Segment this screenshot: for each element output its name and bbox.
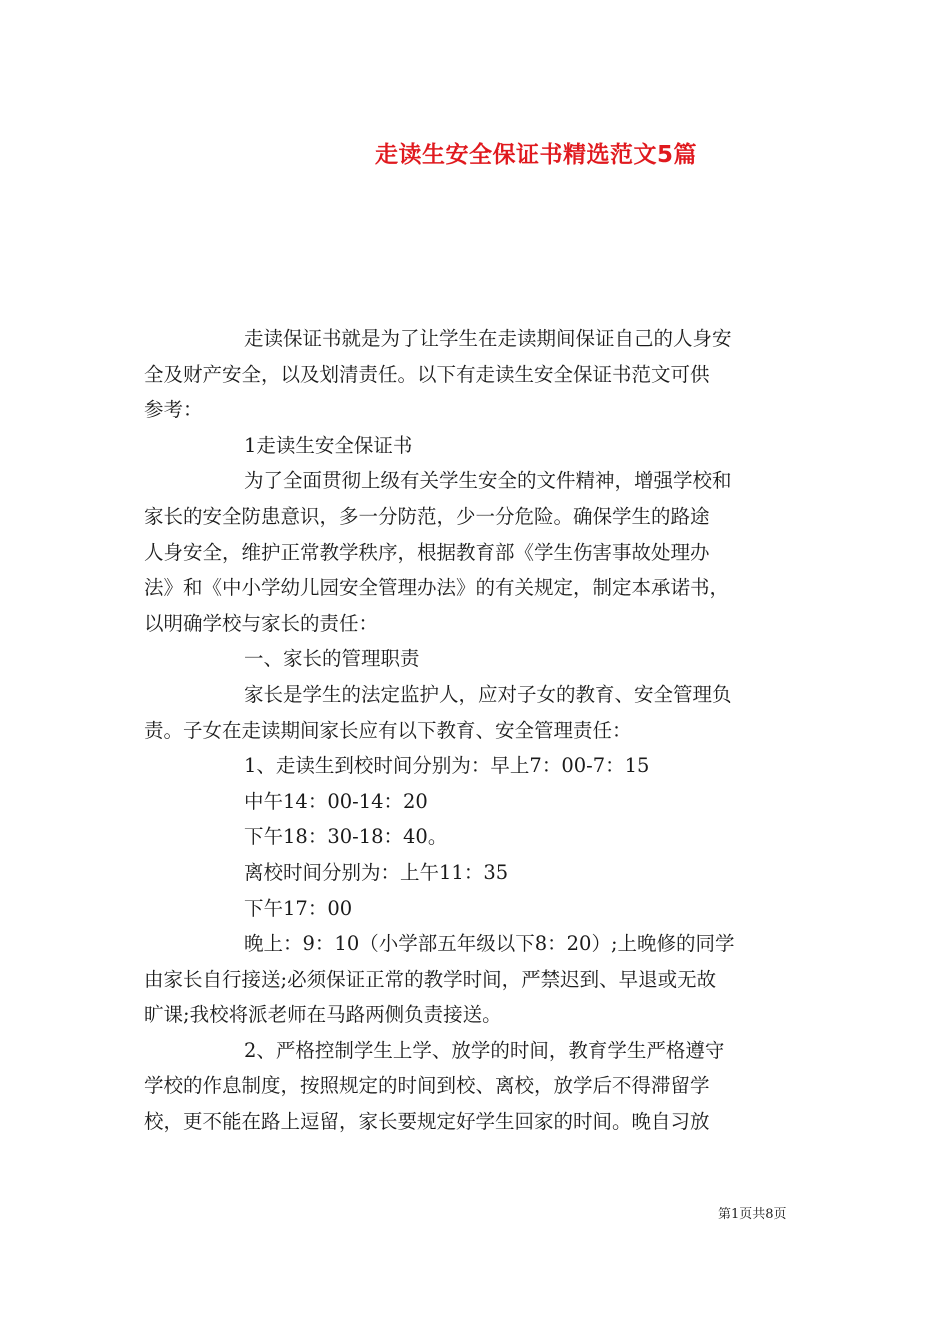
paragraph-line: 2、严格控制学生上学、放学的时间，教育学生严格遵守 — [244, 1038, 725, 1062]
paragraph-line: 学校的作息制度，按照规定的时间到校、离校，放学后不得滞留学 — [144, 1074, 710, 1098]
paragraph-line: 家长是学生的法定监护人，应对子女的教育、安全管理负 — [244, 682, 732, 706]
paragraph-line: 旷课;我校将派老师在马路两侧负责接送。 — [144, 1003, 502, 1027]
paragraph-line: 1、走读生到校时间分别为：早上7：00-7：15 — [244, 754, 650, 778]
paragraph-line: 为了全面贯彻上级有关学生安全的文件精神，增强学校和 — [244, 469, 732, 493]
paragraph-line: 家长的安全防患意识，多一分防范，少一分危险。确保学生的路途 — [144, 504, 710, 528]
paragraph-line: 法》和《中小学幼儿园安全管理办法》的有关规定，制定本承诺书， — [144, 576, 730, 600]
paragraph-line: 参考： — [144, 398, 203, 422]
paragraph-line: 离校时间分别为：上午11：35 — [244, 860, 509, 884]
paragraph-line: 下午18：30-18：40。 — [244, 825, 448, 849]
paragraph-line: 中午14：00-14：20 — [244, 789, 428, 813]
page-number-footer: 第1页共8页 — [718, 1207, 787, 1222]
paragraph-line: 晚上：9：10（小学部五年级以下8：20）;上晚修的同学 — [244, 932, 735, 956]
paragraph-line: 一、家长的管理职责 — [244, 647, 420, 671]
paragraph-line: 以明确学校与家长的责任： — [144, 611, 379, 635]
paragraph-line: 人身安全，维护正常教学秩序，根据教育部《学生伤害事故处理办 — [144, 540, 710, 564]
paragraph-line: 下午17：00 — [244, 896, 353, 920]
paragraph-line: 全及财产安全，以及划清责任。以下有走读生安全保证书范文可供 — [144, 362, 710, 386]
paragraph-line: 由家长自行接送;必须保证正常的教学时间，严禁迟到、早退或无故 — [144, 967, 717, 991]
paragraph-line: 校，更不能在路上逗留，家长要规定好学生回家的时间。晚自习放 — [144, 1110, 710, 1134]
document-body — [144, 321, 808, 1140]
paragraph-line: 走读保证书就是为了让学生在走读期间保证自己的人身安 — [244, 327, 732, 350]
paragraph-line: 1走读生安全保证书 — [244, 433, 413, 457]
paragraph-line: 责。子女在走读期间家长应有以下教育、安全管理责任： — [144, 718, 632, 742]
page-title: 走读生安全保证书精选范文5篇 — [375, 142, 698, 168]
